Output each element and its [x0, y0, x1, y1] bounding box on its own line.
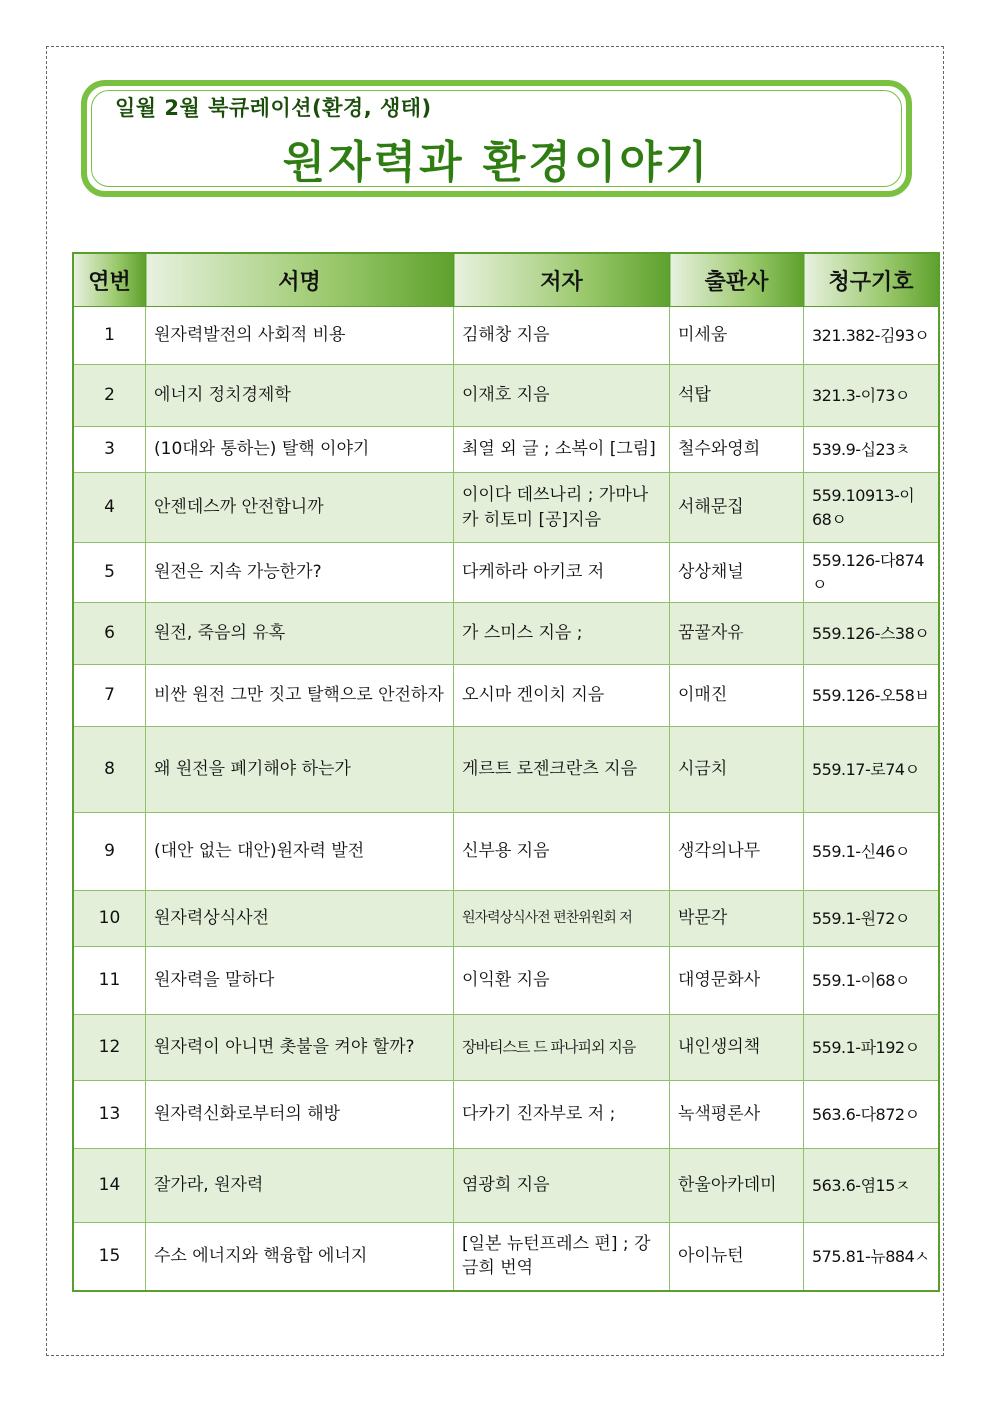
- book-author: 원자력상식사전 편찬위원회 저: [454, 891, 670, 947]
- book-publisher: 생각의나무: [670, 813, 804, 891]
- row-number: 7: [73, 665, 146, 727]
- row-number: 2: [73, 365, 146, 427]
- column-header-author: 저자: [454, 253, 670, 307]
- column-header-call-number: 청구기호: [804, 253, 940, 307]
- call-number: 321.382-김93ㅇ: [804, 307, 940, 365]
- book-author: [일본 뉴턴프레스 편] ; 강금희 번역: [454, 1223, 670, 1291]
- call-number: 559.126-스38ㅇ: [804, 603, 940, 665]
- call-number: 575.81-뉴884ㅅ: [804, 1223, 940, 1291]
- book-title: 잘가라, 원자력: [146, 1149, 454, 1223]
- table-row: [73, 473, 939, 543]
- book-publisher: 내인생의책: [670, 1015, 804, 1081]
- row-number: 10: [73, 891, 146, 947]
- book-publisher: 미세움: [670, 307, 804, 365]
- row-number: 1: [73, 307, 146, 365]
- book-author: 장바티스트 드 파나피외 지음: [454, 1015, 670, 1081]
- book-title: 원자력발전의 사회적 비용: [146, 307, 454, 365]
- banner-subtitle: 일월 2월 북큐레이션(환경, 생태): [115, 96, 432, 120]
- call-number: 321.3-이73ㅇ: [804, 365, 940, 427]
- book-author: 다카기 진자부로 저 ;: [454, 1081, 670, 1149]
- table-row: [73, 365, 939, 427]
- table-row: [73, 1223, 939, 1291]
- book-title: 비싼 원전 그만 짓고 탈핵으로 안전하자: [146, 665, 454, 727]
- row-number: 3: [73, 427, 146, 473]
- table-row: [73, 727, 939, 813]
- call-number: 563.6-다872ㅇ: [804, 1081, 940, 1149]
- book-publisher: 철수와영희: [670, 427, 804, 473]
- book-author: 가 스미스 지음 ;: [454, 603, 670, 665]
- book-author: 이재호 지음: [454, 365, 670, 427]
- table-row: [73, 1081, 939, 1149]
- call-number: 559.126-오58ㅂ: [804, 665, 940, 727]
- book-publisher: 석탑: [670, 365, 804, 427]
- call-number: 559.1-파192ㅇ: [804, 1015, 940, 1081]
- column-header-title: 서명: [146, 253, 454, 307]
- book-publisher: 시금치: [670, 727, 804, 813]
- call-number: 559.17-로74ㅇ: [804, 727, 940, 813]
- book-publisher: 대영문화사: [670, 947, 804, 1015]
- row-number: 13: [73, 1081, 146, 1149]
- book-author: 신부용 지음: [454, 813, 670, 891]
- table-row: [73, 1149, 939, 1223]
- book-title: 에너지 정치경제학: [146, 365, 454, 427]
- row-number: 14: [73, 1149, 146, 1223]
- call-number: 559.126-다874ㅇ: [804, 543, 940, 603]
- row-number: 6: [73, 603, 146, 665]
- table-row: [73, 891, 939, 947]
- book-title: 왜 원전을 폐기해야 하는가: [146, 727, 454, 813]
- book-title: 원자력신화로부터의 해방: [146, 1081, 454, 1149]
- row-number: 15: [73, 1223, 146, 1291]
- book-publisher: 아이뉴턴: [670, 1223, 804, 1291]
- call-number: 559.1-원72ㅇ: [804, 891, 940, 947]
- book-publisher: 상상채널: [670, 543, 804, 603]
- book-title: 원전은 지속 가능한가?: [146, 543, 454, 603]
- book-publisher: 녹색평론사: [670, 1081, 804, 1149]
- book-author: 최열 외 글 ; 소복이 [그림]: [454, 427, 670, 473]
- book-title: 원자력을 말하다: [146, 947, 454, 1015]
- book-author: 이익환 지음: [454, 947, 670, 1015]
- call-number: 563.6-염15ㅈ: [804, 1149, 940, 1223]
- column-header-publisher: 출판사: [670, 253, 804, 307]
- table-row: [73, 427, 939, 473]
- book-author: 다케하라 아키코 저: [454, 543, 670, 603]
- column-header-number: 연번: [73, 253, 146, 307]
- book-title: (대안 없는 대안)원자력 발전: [146, 813, 454, 891]
- book-publisher: 한울아카데미: [670, 1149, 804, 1223]
- table-header-row: [73, 253, 939, 307]
- book-author: 오시마 겐이치 지음: [454, 665, 670, 727]
- row-number: 5: [73, 543, 146, 603]
- book-title: 원자력상식사전: [146, 891, 454, 947]
- table-row: [73, 665, 939, 727]
- book-author: 김해창 지음: [454, 307, 670, 365]
- book-publisher: 꿈꿀자유: [670, 603, 804, 665]
- book-title: 수소 에너지와 핵융합 에너지: [146, 1223, 454, 1291]
- table-row: [73, 813, 939, 891]
- row-number: 9: [73, 813, 146, 891]
- book-title: (10대와 통하는) 탈핵 이야기: [146, 427, 454, 473]
- row-number: 11: [73, 947, 146, 1015]
- table-row: [73, 307, 939, 365]
- book-publisher: 서해문집: [670, 473, 804, 543]
- book-publisher: 이매진: [670, 665, 804, 727]
- row-number: 12: [73, 1015, 146, 1081]
- call-number: 559.10913-이68ㅇ: [804, 473, 940, 543]
- book-title: 원자력이 아니면 촛불을 켜야 할까?: [146, 1015, 454, 1081]
- table-row: [73, 1015, 939, 1081]
- call-number: 559.1-이68ㅇ: [804, 947, 940, 1015]
- book-author: 이이다 데쓰나리 ; 가마나카 히토미 [공]지음: [454, 473, 670, 543]
- book-author: 게르트 로젠크란츠 지음: [454, 727, 670, 813]
- book-author: 염광희 지음: [454, 1149, 670, 1223]
- call-number: 539.9-십23ㅊ: [804, 427, 940, 473]
- table-row: [73, 603, 939, 665]
- book-list-table: [72, 252, 940, 1292]
- title-banner: [81, 80, 912, 197]
- call-number: 559.1-신46ㅇ: [804, 813, 940, 891]
- book-title: 원전, 죽음의 유혹: [146, 603, 454, 665]
- page-title: 원자력과 환경이야기: [282, 137, 711, 188]
- table-row: [73, 543, 939, 603]
- book-title: 안젠데스까 안전합니까: [146, 473, 454, 543]
- row-number: 4: [73, 473, 146, 543]
- book-publisher: 박문각: [670, 891, 804, 947]
- table-row: [73, 947, 939, 1015]
- row-number: 8: [73, 727, 146, 813]
